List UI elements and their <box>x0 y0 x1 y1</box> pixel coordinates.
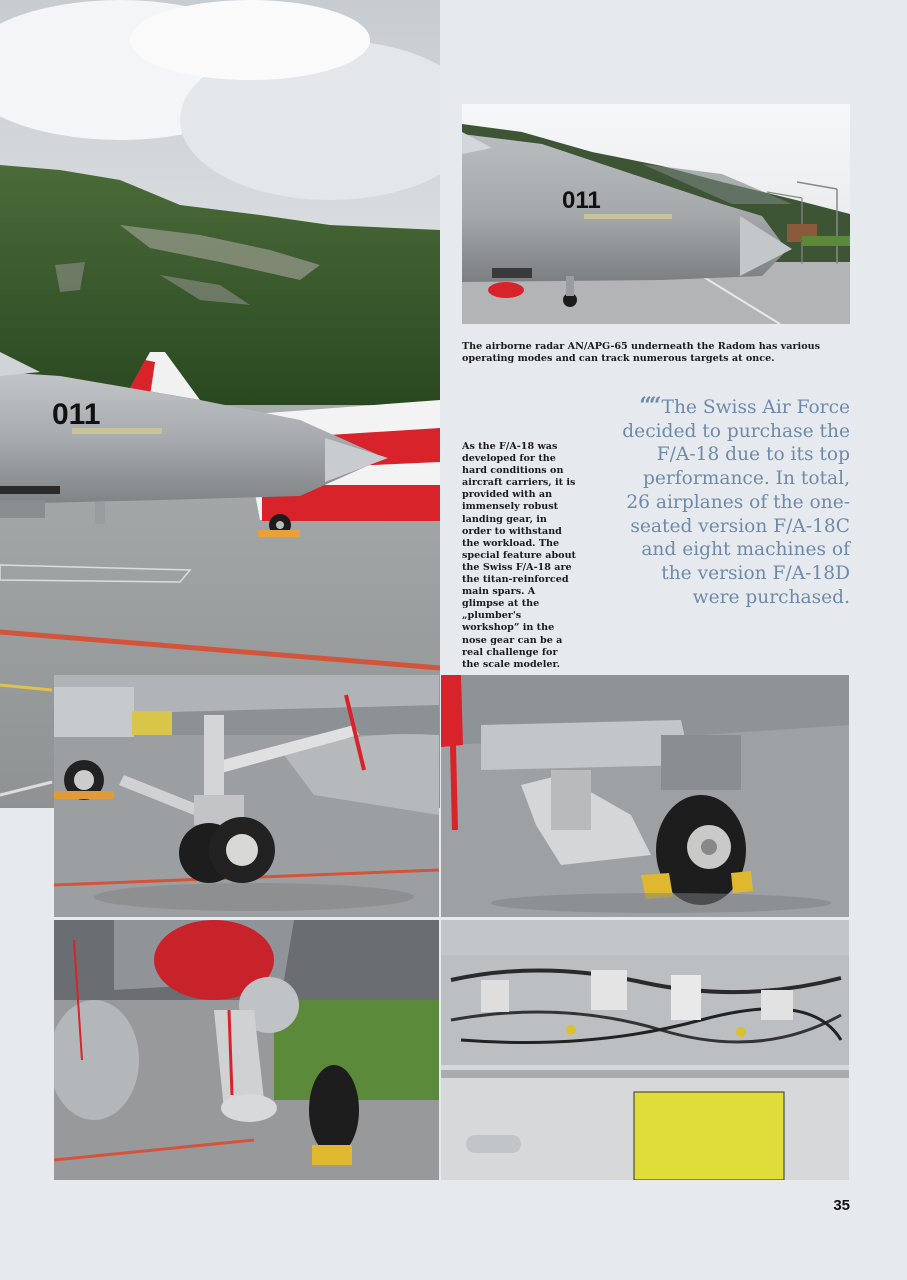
radar-photo <box>462 104 850 324</box>
radar-tail-number: 011 <box>562 187 601 214</box>
page-number: 35 <box>833 1197 850 1214</box>
radar-caption: The airborne radar AN/APG-65 underneath the Radom has various operating modes and can track numerous targets at once. <box>462 341 820 364</box>
main-gear-photo <box>441 675 849 917</box>
intake-cover-photo <box>54 920 439 1180</box>
hero-tail-number: 011 <box>52 398 101 431</box>
nose-gear-photo <box>54 675 439 917</box>
body-text: As the F/A-18 was developed for the hard conditions on aircraft carriers, it is provided with an immensely robust landing gear, in order to withstand the workload. The special feature about the Swiss F/A-18 are the titan-reinforced main spars. A glimpse at the „plumber's workshop” in the nose gear can be a real challenge for the scale modeler. <box>462 441 576 670</box>
pull-quote-text: The Swiss Air Force decided to purchase the F/A-18 due to its top performance. In total, 26 airplanes of the one-seated version F/A-18C and eight machines of the version F/A-18D were purchased. <box>622 397 850 608</box>
wheel-well-photo <box>441 920 849 1180</box>
pull-quote <box>620 395 850 609</box>
quote-mark-icon: ““ <box>639 393 659 419</box>
